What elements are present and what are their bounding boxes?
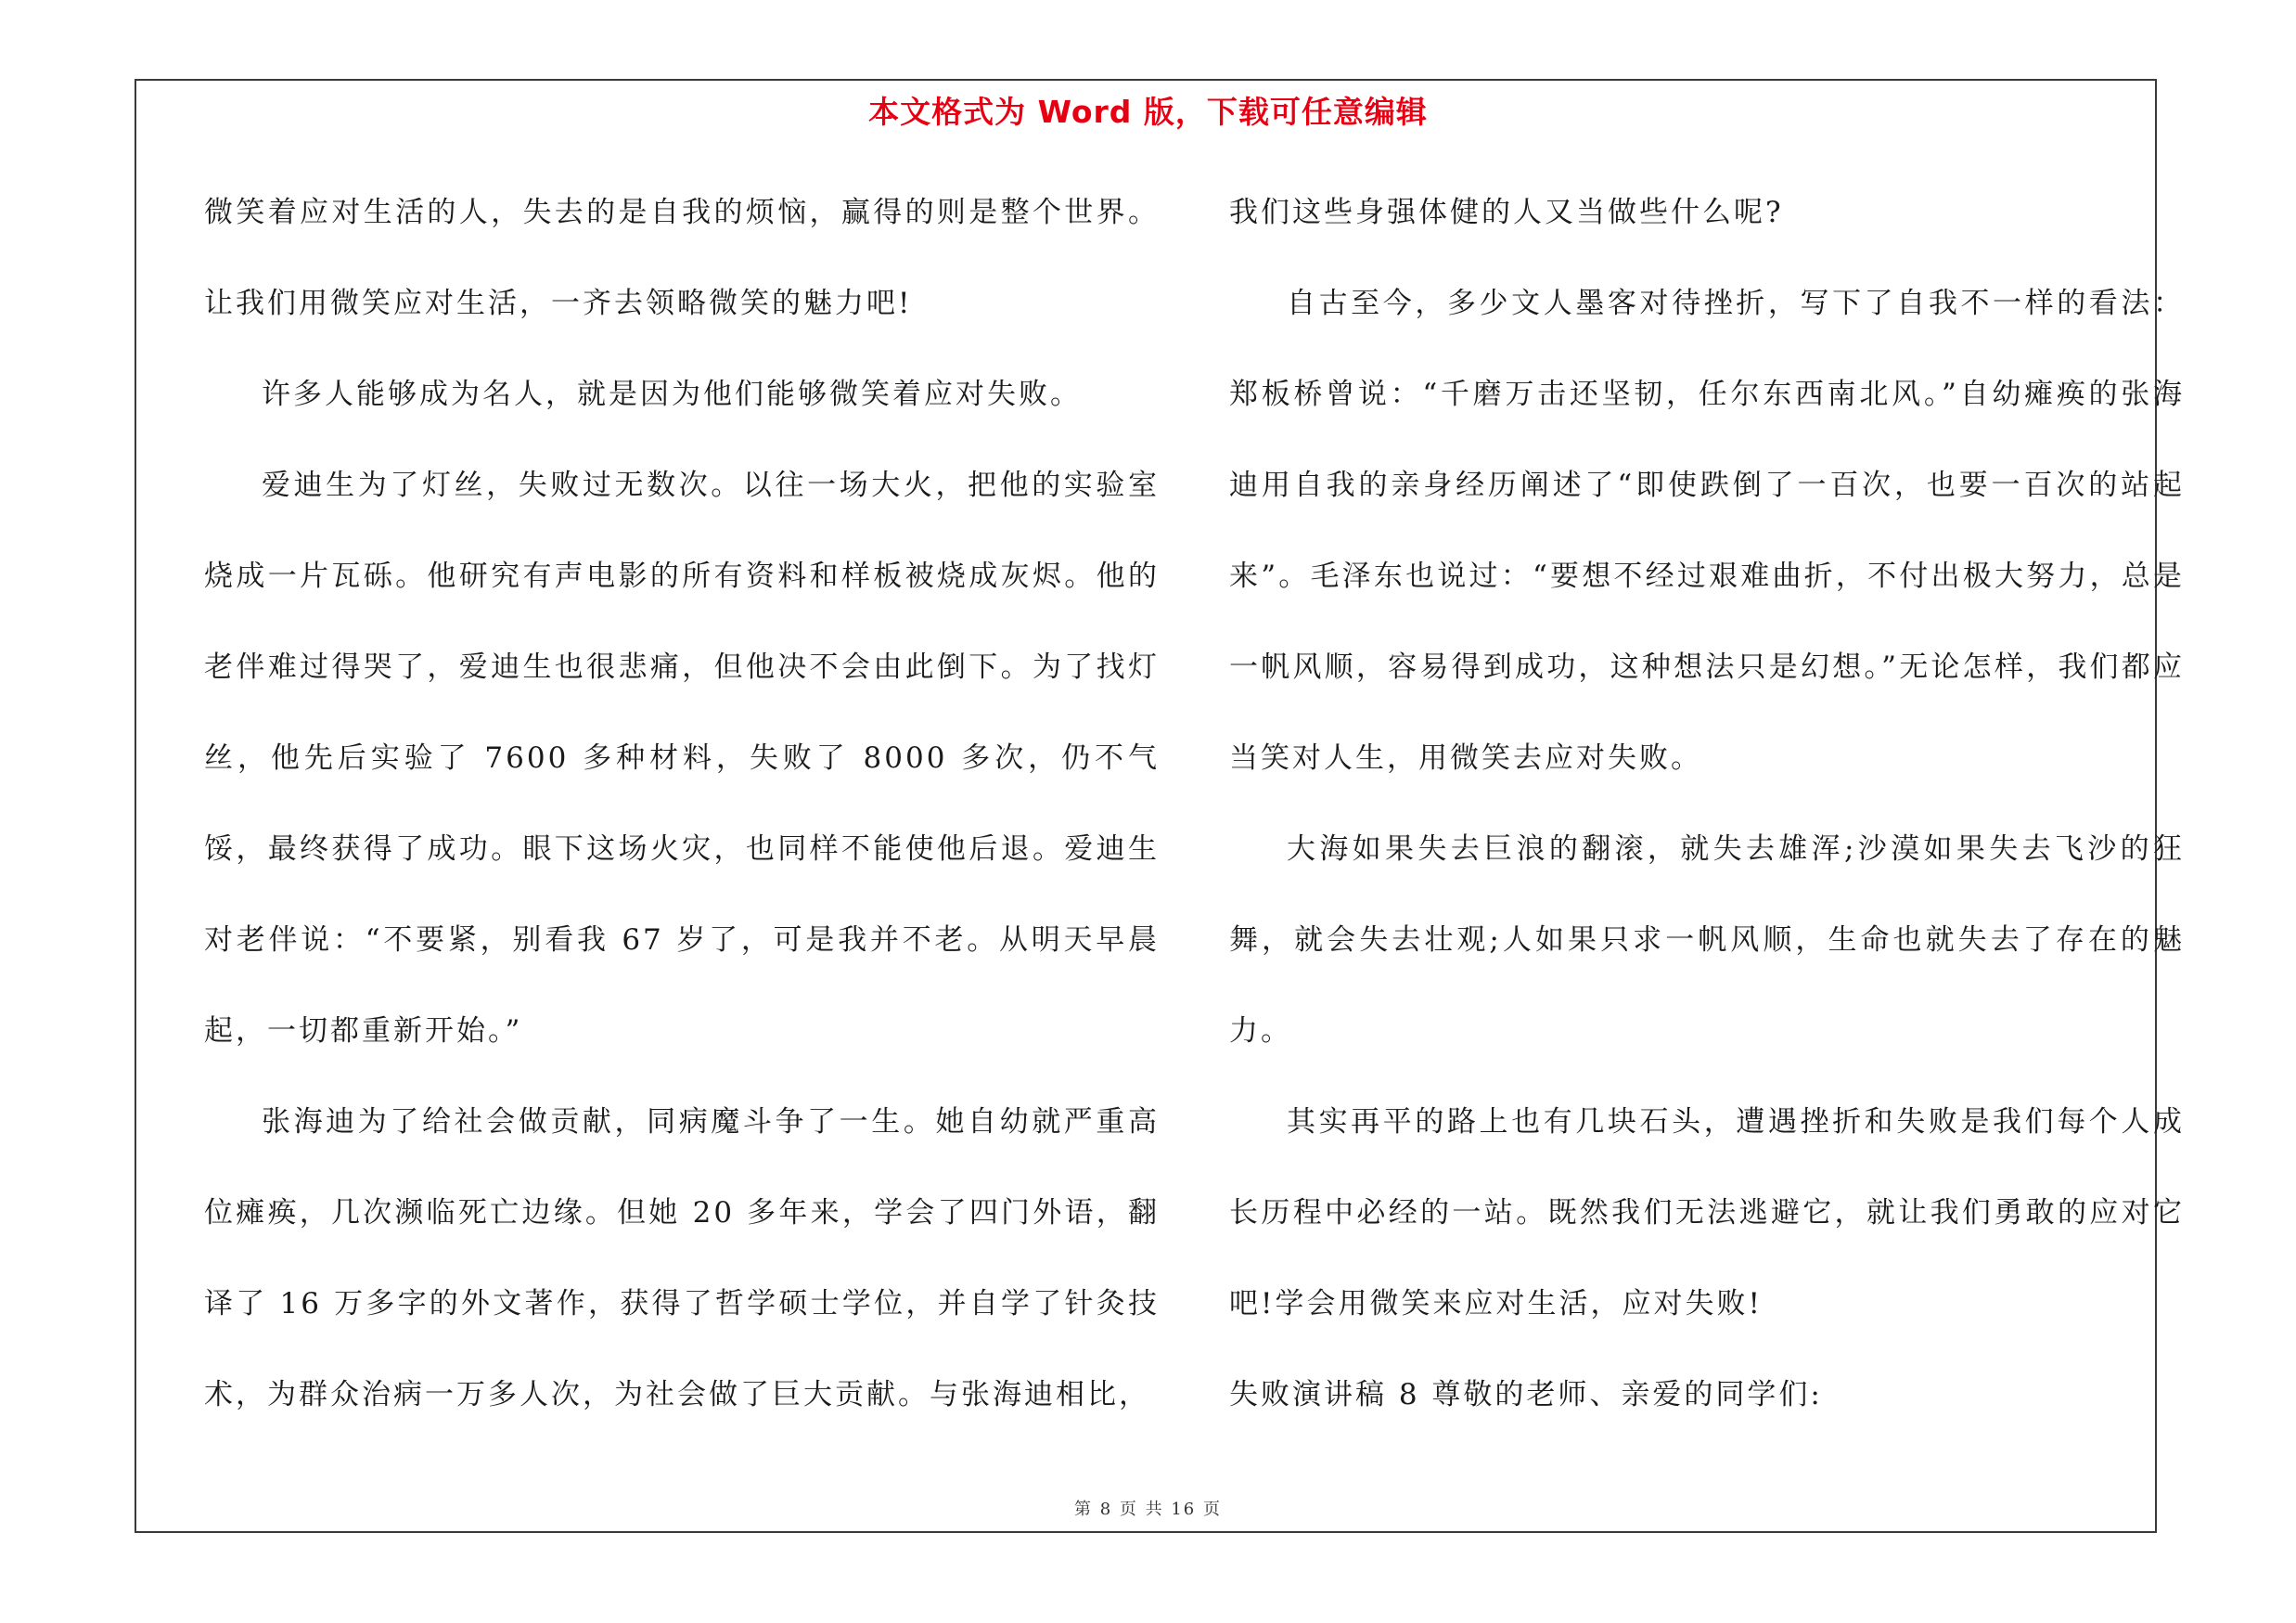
paragraph: 许多人能够成为名人，就是因为他们能够微笑着应对失败。 xyxy=(262,378,1082,411)
paragraph: 自古至今，多少文人墨客对待挫折，写下了自我不一样的看法：郑板桥曾说：“千磨万击还坚韧，任尔东西南北风。”自幼瘫痪的张海迪用自我的亲身经历阐述了“即使跌倒了一百次，也要一百次的站起来”。毛泽东也说过：“要想不经过艰难曲折，不付出极大努力，总是一帆风顺，容易得到成功，这种想法只是幻想。”无论怎样，我们都应当笑对人生，用微笑去应对失败。 xyxy=(1229,287,2185,775)
paragraph: 其实再平的路上也有几块石头，遭遇挫折和失败是我们每个人成长历程中必经的一站。既然我们无法逃避它，就让我们勇敢的应对它吧!学会用微笑来应对生活，应对失败! xyxy=(1229,1105,2185,1320)
page-number-footer: 第 8 页 共 16 页 xyxy=(1074,1500,1222,1519)
paragraph: 失败演讲稿 8 尊敬的老师、亲爱的同学们: xyxy=(1229,1378,1823,1411)
paragraph: 张海迪为了给社会做贡献，同病魔斗争了一生。她自幼就严重高位瘫痪，几次濒临死亡边缘。但她 20 多年来，学会了四门外语，翻译了 16 万多字的外文著作，获得了哲学硕士学位，并自学了针灸技术，为群众治病一万多人次，为社会做了巨大贡献。与张海迪相比， xyxy=(204,1105,1160,1411)
paragraph: 微笑着应对生活的人，失去的是自我的烦恼，赢得的则是整个世界。让我们用微笑应对生活，一齐去领略微笑的魅力吧! xyxy=(204,196,1160,320)
right-column xyxy=(1229,167,2185,1440)
paragraph: 大海如果失去巨浪的翻滚，就失去雄浑;沙漠如果失去飞沙的狂舞，就会失去壮观;人如果只求一帆风顺，生命也就失去了存在的魅力。 xyxy=(1229,832,2185,1048)
left-column xyxy=(204,167,1160,1440)
word-format-banner: 本文格式为 Word 版，下载可任意编辑 xyxy=(868,94,1428,130)
paragraph: 我们这些身强体健的人又当做些什么呢? xyxy=(1229,196,1784,229)
paragraph: 爱迪生为了灯丝，失败过无数次。以往一场大火，把他的实验室烧成一片瓦砾。他研究有声电影的所有资料和样板被烧成灰烬。他的老伴难过得哭了，爱迪生也很悲痛，但他决不会由此倒下。为了找灯丝，他先后实验了 7600 多种材料，失败了 8000 多次，仍不气馁，最终获得了成功。眼下这场火灾，也同样不能使他后退。爱迪生对老伴说：“不要紧，别看我 67 岁了，可是我并不老。从明天早晨起，一切都重新开始。” xyxy=(204,469,1160,1048)
